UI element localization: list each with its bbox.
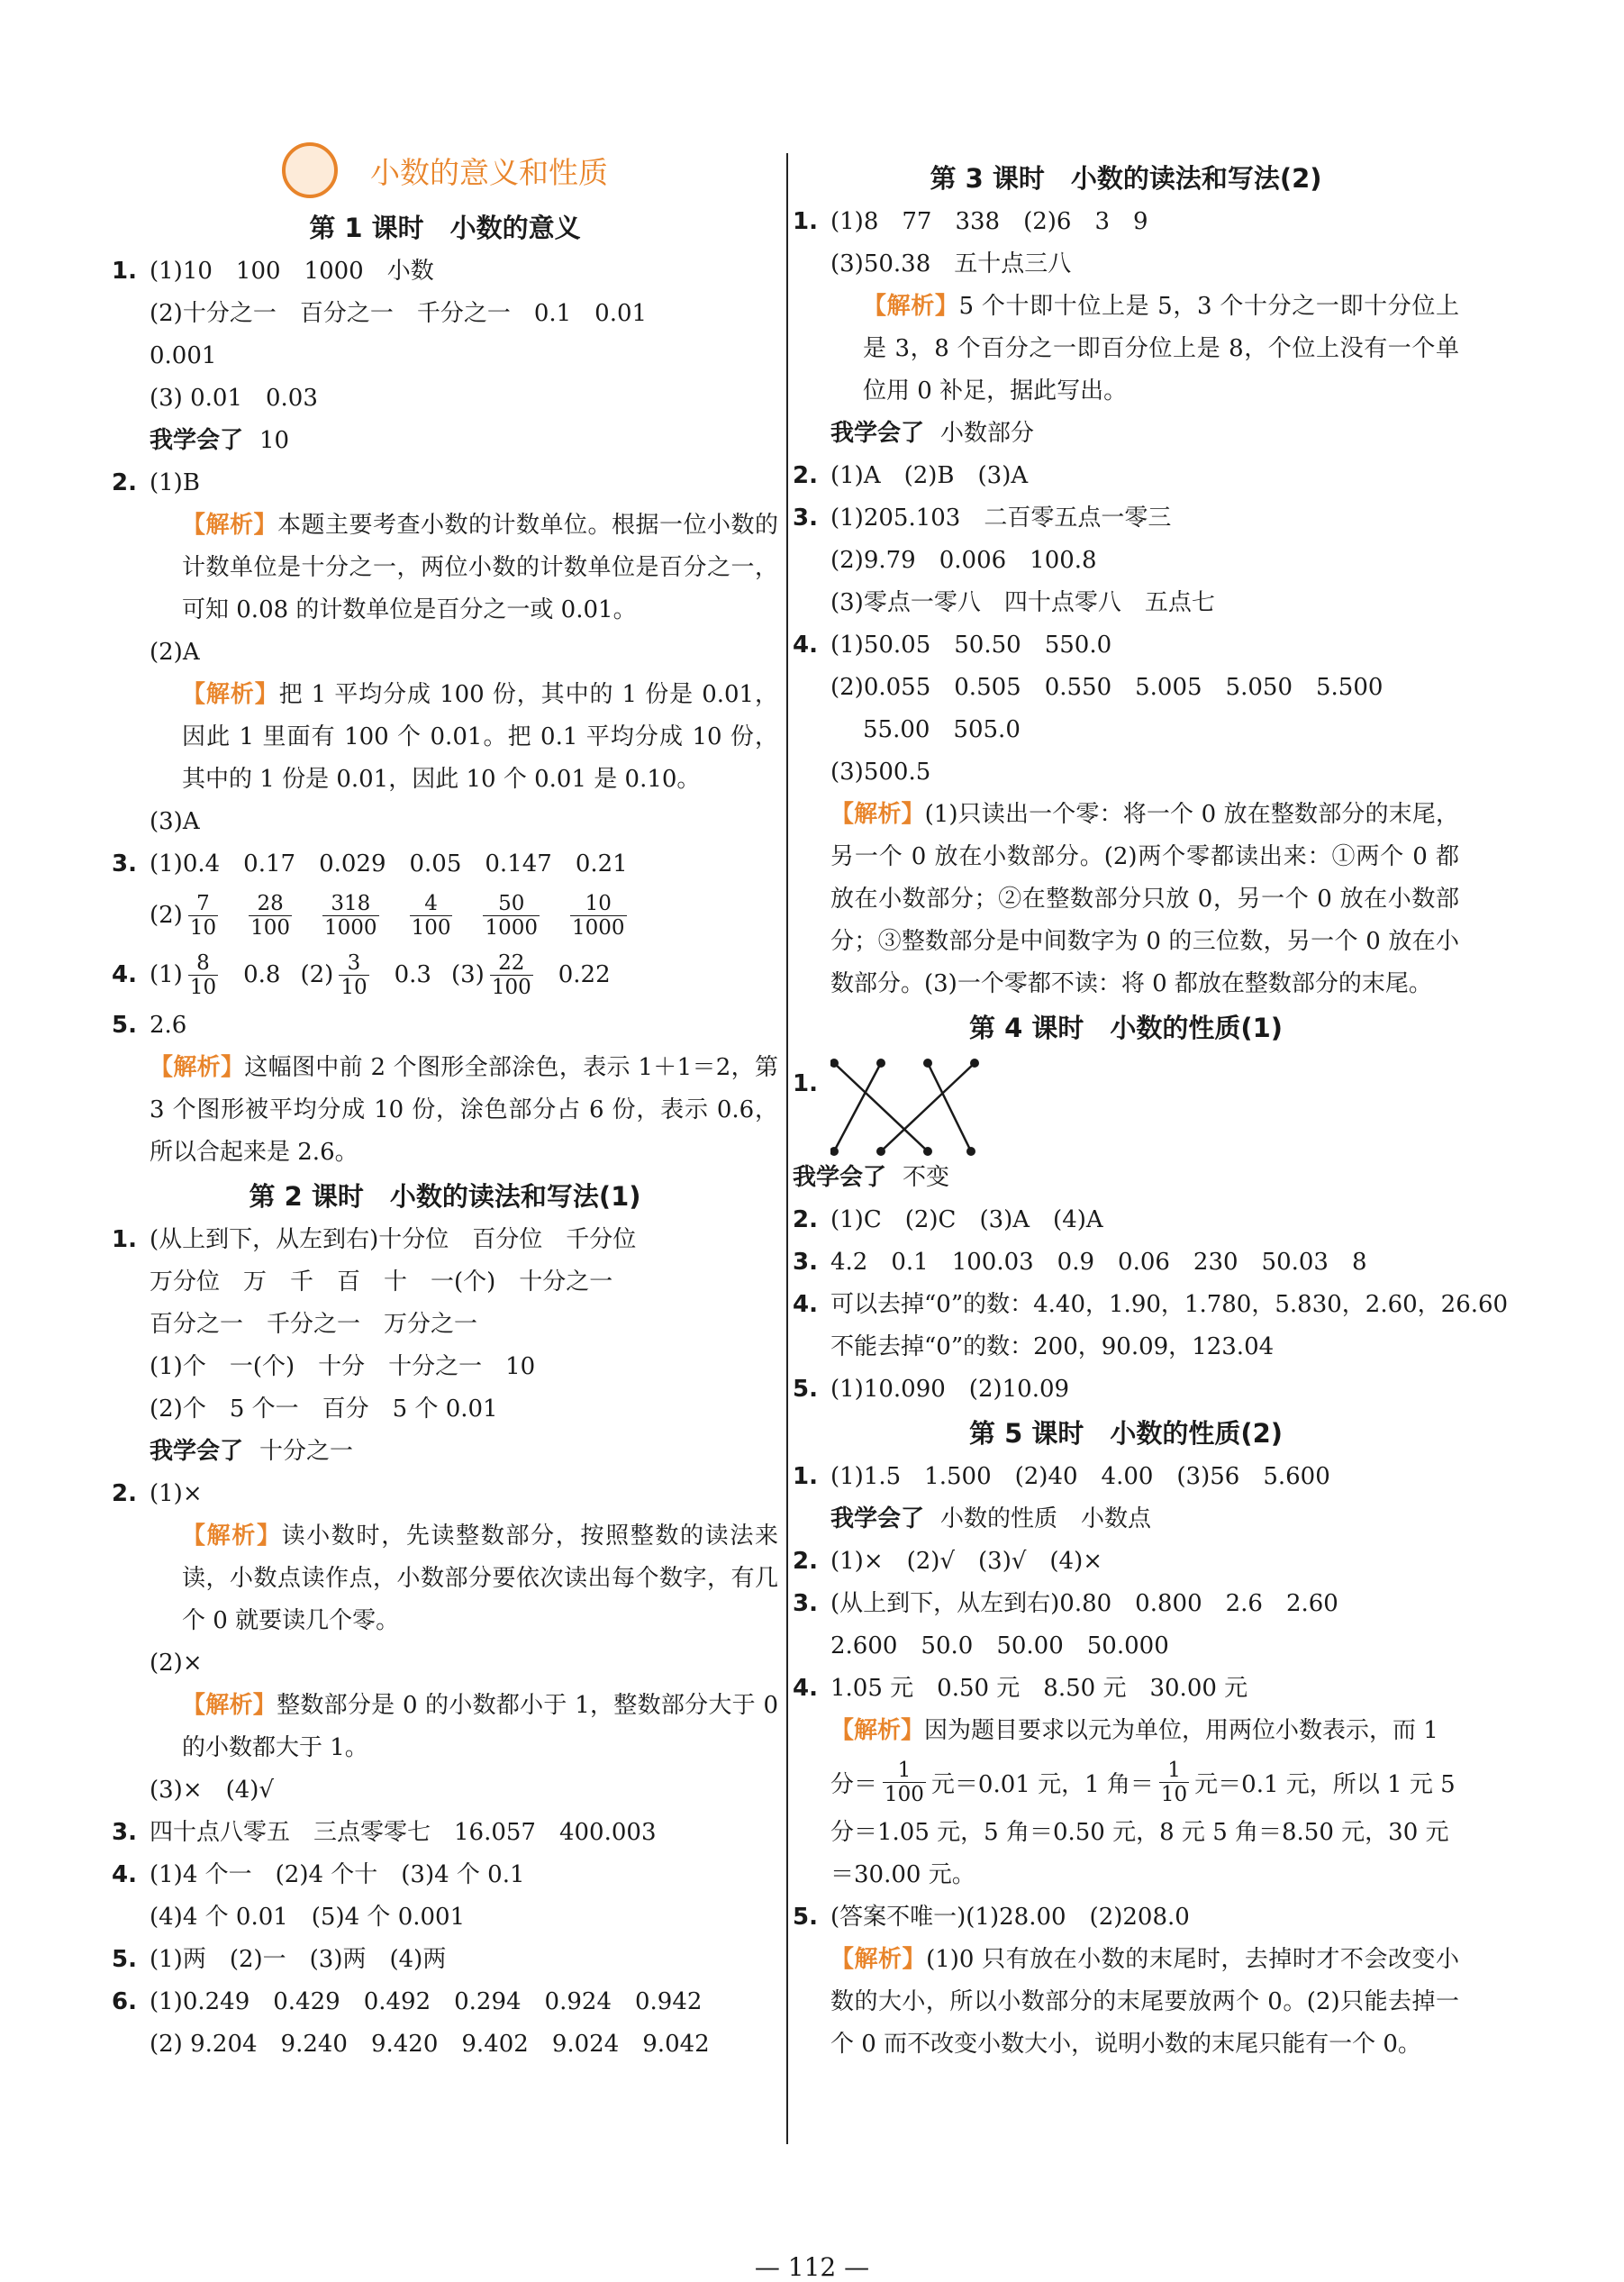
answer-line: (2)× [150,1650,203,1677]
answer-line: 3. (1)205.103 二百零五点一零三 [793,505,1172,532]
fraction: $\frac{7}{10}$ [189,891,217,940]
answer-line: 1. (1)10 100 1000 小数 [112,258,434,285]
unit-header [112,135,778,205]
answer-line: (3)50.38 五十点三八 [830,250,1072,277]
fraction-line: (2) $\frac{7}{10}$ $\frac{28}{100}$ $\frac{318}{1000}$ $\frac{4}{100}$ $\frac{50}{1000}$ $\frac{10}{1000}$ [150,891,625,940]
fraction: $\frac{22}{100}$ [491,950,531,999]
fraction: $\frac{4}{100}$ [411,891,451,940]
fraction: $\frac{1}{10}$ [1160,1758,1188,1806]
answer-line: (2)个 5 个一 百分 5 个 0.01 [150,1396,498,1423]
unit-title: 小数的意义和性质 [370,154,608,190]
answer-line: (2) 9.204 9.240 9.420 9.402 9.024 9.042 [150,2031,710,2058]
matching-diagram: 1. [793,1050,1459,1157]
answer-line: 2. (1)B [112,469,200,496]
analysis-block: 【解析】(1)只读出一个零：将一个 0 放在整数部分的末尾，另一个 0 放在小数部分。(2)两个零都读出来：①两个 0 都放在小数部分；②在整数部分只放 0，另一个 0 放在小数部分；③整数部分是中间数字为 0 的三位数，另一个 0 放在小数部分。(3)一个零都不读：将 0 都放在整数部分的末尾。 [830,801,1459,997]
answer-line: 万分位 万 千 百 十 一(个) 十分之一 [150,1268,613,1296]
learned-line: 我学会了 10 [150,427,290,454]
learned-line: 我学会了 小数的性质 小数点 [830,1505,1152,1532]
answer-line: 4. (1)50.05 50.50 550.0 [793,632,1112,659]
fraction: $\frac{8}{10}$ [189,950,217,999]
answer-line: (3) 0.01 0.03 [150,385,318,412]
fraction: $\frac{318}{1000}$ [324,891,377,940]
answer-line: (3)× (4)√ [150,1777,275,1804]
column-divider [786,153,788,2144]
answer-line: 百分之一 千分之一 万分之一 [150,1311,478,1338]
left-column [112,135,778,2066]
fraction: $\frac{28}{100}$ [250,891,291,940]
lesson-4-title: 第 4 课时 小数的性质(1) [968,1013,1284,1043]
analysis-block: 【解析】把 1 平均分成 100 份，其中的 1 份是 0.01，因此 1 里面有 100 个 0.01。把 0.1 平均分成 10 份，其中的 1 份是 0.01，因此 10 个 0.01 是 0.10。 [182,681,778,793]
answer-line: (4)4 个 0.01 (5)4 个 0.001 [150,1904,466,1931]
answer-line: 5. (答案不唯一)(1)28.00 (2)208.0 [793,1904,1190,1931]
answer-line: 0.001 [150,342,217,369]
match-line [928,1063,971,1151]
answer-line: (2)9.79 0.006 100.8 [830,547,1097,574]
lesson-5-title: 第 5 课时 小数的性质(2) [968,1418,1284,1449]
analysis-line: ＝30.00 元。 [830,1861,975,1888]
right-column [793,156,1509,2066]
analysis-block: 【解析】5 个十即十位上是 5，3 个十分之一即十分位上是 3，8 个百分之一即百分位上是 8，个位上没有一个单位用 0 补足，据此写出。 [863,293,1459,405]
answer-line: 3. (1)0.4 0.17 0.029 0.05 0.147 0.21 [112,850,628,877]
fraction-line: 4. (1) $\frac{8}{10}$ 0.8 (2) $\frac{3}{10}$ 0.3 (3) $\frac{22}{100}$ 0.22 [112,950,611,999]
answer-line: 1. (1)8 77 338 (2)6 3 9 [793,208,1148,235]
answer-line: 3. 四十点八零五 三点零零七 16.057 400.003 [112,1819,657,1846]
answer-line: (2)A [150,639,200,666]
match-dot [830,1147,839,1156]
answer-line: (3)A [150,808,200,835]
answer-line: (1)个 一(个) 十分 十分之一 10 [150,1353,536,1380]
match-dot [876,1147,885,1156]
answer-line: 3. (从上到下，从左到右)0.80 0.800 2.6 2.60 [793,1590,1338,1617]
match-dot [923,1059,932,1068]
answer-line: (3)500.5 [830,759,931,786]
answer-line: 1. (从上到下，从左到右)十分位 百分位 千分位 [112,1226,637,1253]
fraction: $\frac{3}{10}$ [340,950,367,999]
analysis-block: 【解析】整数部分是 0 的小数都小于 1，整数部分大于 0 的小数都大于 1。 [182,1692,778,1761]
answer-line: 55.00 505.0 [863,716,1021,743]
fraction-line: 分＝ $\frac{1}{100}$ 元＝0.01 元，1 角＝ $\frac{1}{10}$ 元＝0.1 元，所以 1 元 5 [830,1758,1456,1806]
answer-line: 5. 2.6 [112,1012,187,1039]
answer-line: 2.600 50.0 50.00 50.000 [830,1632,1169,1659]
answer-line: 2. (1)× (2)√ (3)√ (4)× [793,1548,1103,1575]
answer-line: (2)0.055 0.505 0.550 5.005 5.050 5.500 [830,674,1384,701]
answer-line: 5. (1)两 (2)一 (3)两 (4)两 [112,1946,447,1973]
lesson-3-title: 第 3 课时 小数的读法和写法(2) [930,163,1322,194]
answer-line: 4. 1.05 元 0.50 元 8.50 元 30.00 元 [793,1675,1248,1702]
unit-circle-icon [282,142,338,198]
match-dot [970,1059,979,1068]
fraction: $\frac{10}{1000}$ [572,891,625,940]
match-dot [923,1147,932,1156]
page-number: — 112 — [754,2252,870,2282]
match-dot [876,1059,885,1068]
answer-line: 2. (1)× [112,1480,203,1507]
match-line [881,1063,975,1151]
answer-line: 2. (1)C (2)C (3)A (4)A [793,1206,1103,1233]
matching-lines-diagram [830,1050,1011,1157]
match-line [834,1063,928,1151]
analysis-block: 【解析】(1)0 只有放在小数的末尾时，去掉时才不会改变小数的大小，所以小数部分的末尾要放两个 0。(2)只能去掉一个 0 而不改变小数大小，说明小数的末尾只能有一个 0。 [830,1946,1459,2058]
analysis-line: 分＝1.05 元，5 角＝0.50 元，8 元 5 角＝8.50 元，30 元 [830,1819,1449,1846]
answer-line: 3. 4.2 0.1 100.03 0.9 0.06 230 50.03 8 [793,1249,1367,1276]
fraction: $\frac{50}{1000}$ [485,891,539,940]
lesson-1-title: 第 1 课时 小数的意义 [309,213,581,243]
lesson-2-title: 第 2 课时 小数的读法和写法(1) [249,1181,641,1212]
analysis-block: 【解析】本题主要考查小数的计数单位。根据一位小数的计数单位是十分之一，两位小数的计数单位是百分之一，可知 0.08 的计数单位是百分之一或 0.01。 [182,512,778,623]
learned-line: 我学会了 不变 [793,1164,950,1191]
answer-line: 4. (1)4 个一 (2)4 个十 (3)4 个 0.1 [112,1861,525,1888]
answer-line: 不能去掉“0”的数：200，90.09，123.04 [830,1333,1275,1360]
learned-line: 我学会了 十分之一 [150,1438,354,1465]
match-line [834,1063,881,1151]
analysis-line: 【解析】 因为题目要求以元为单位，用两位小数表示，而 1 [830,1717,1438,1744]
answer-line: 4. 可以去掉“0”的数：4.40，1.90，1.780，5.830，2.60，26.60 [793,1291,1509,1318]
answer-line: (2)十分之一 百分之一 千分之一 0.1 0.01 [150,300,648,327]
analysis-block: 【解析】读小数时，先读整数部分，按照整数的读法来读，小数点读作点，小数部分要依次读出每个数字，有几个 0 就要读几个零。 [182,1523,778,1634]
answer-line: 5. (1)10.090 (2)10.09 [793,1376,1070,1403]
answer-line: 6. (1)0.249 0.429 0.492 0.294 0.924 0.942 [112,1988,703,2015]
learned-line: 我学会了 小数部分 [830,420,1035,447]
analysis-block: 【解析】这幅图中前 2 个图形全部涂色，表示 1＋1＝2，第 3 个图形被平均分成 10 份，涂色部分占 6 份，表示 0.6，所以合起来是 2.6。 [150,1054,778,1166]
answer-line: 2. (1)A (2)B (3)A [793,462,1029,489]
answer-line: 1. (1)1.5 1.500 (2)40 4.00 (3)56 5.600 [793,1463,1330,1490]
match-dot [966,1147,975,1156]
answer-line: (3)零点一零八 四十点零八 五点七 [830,589,1215,616]
fraction: $\frac{1}{100}$ [885,1758,924,1806]
